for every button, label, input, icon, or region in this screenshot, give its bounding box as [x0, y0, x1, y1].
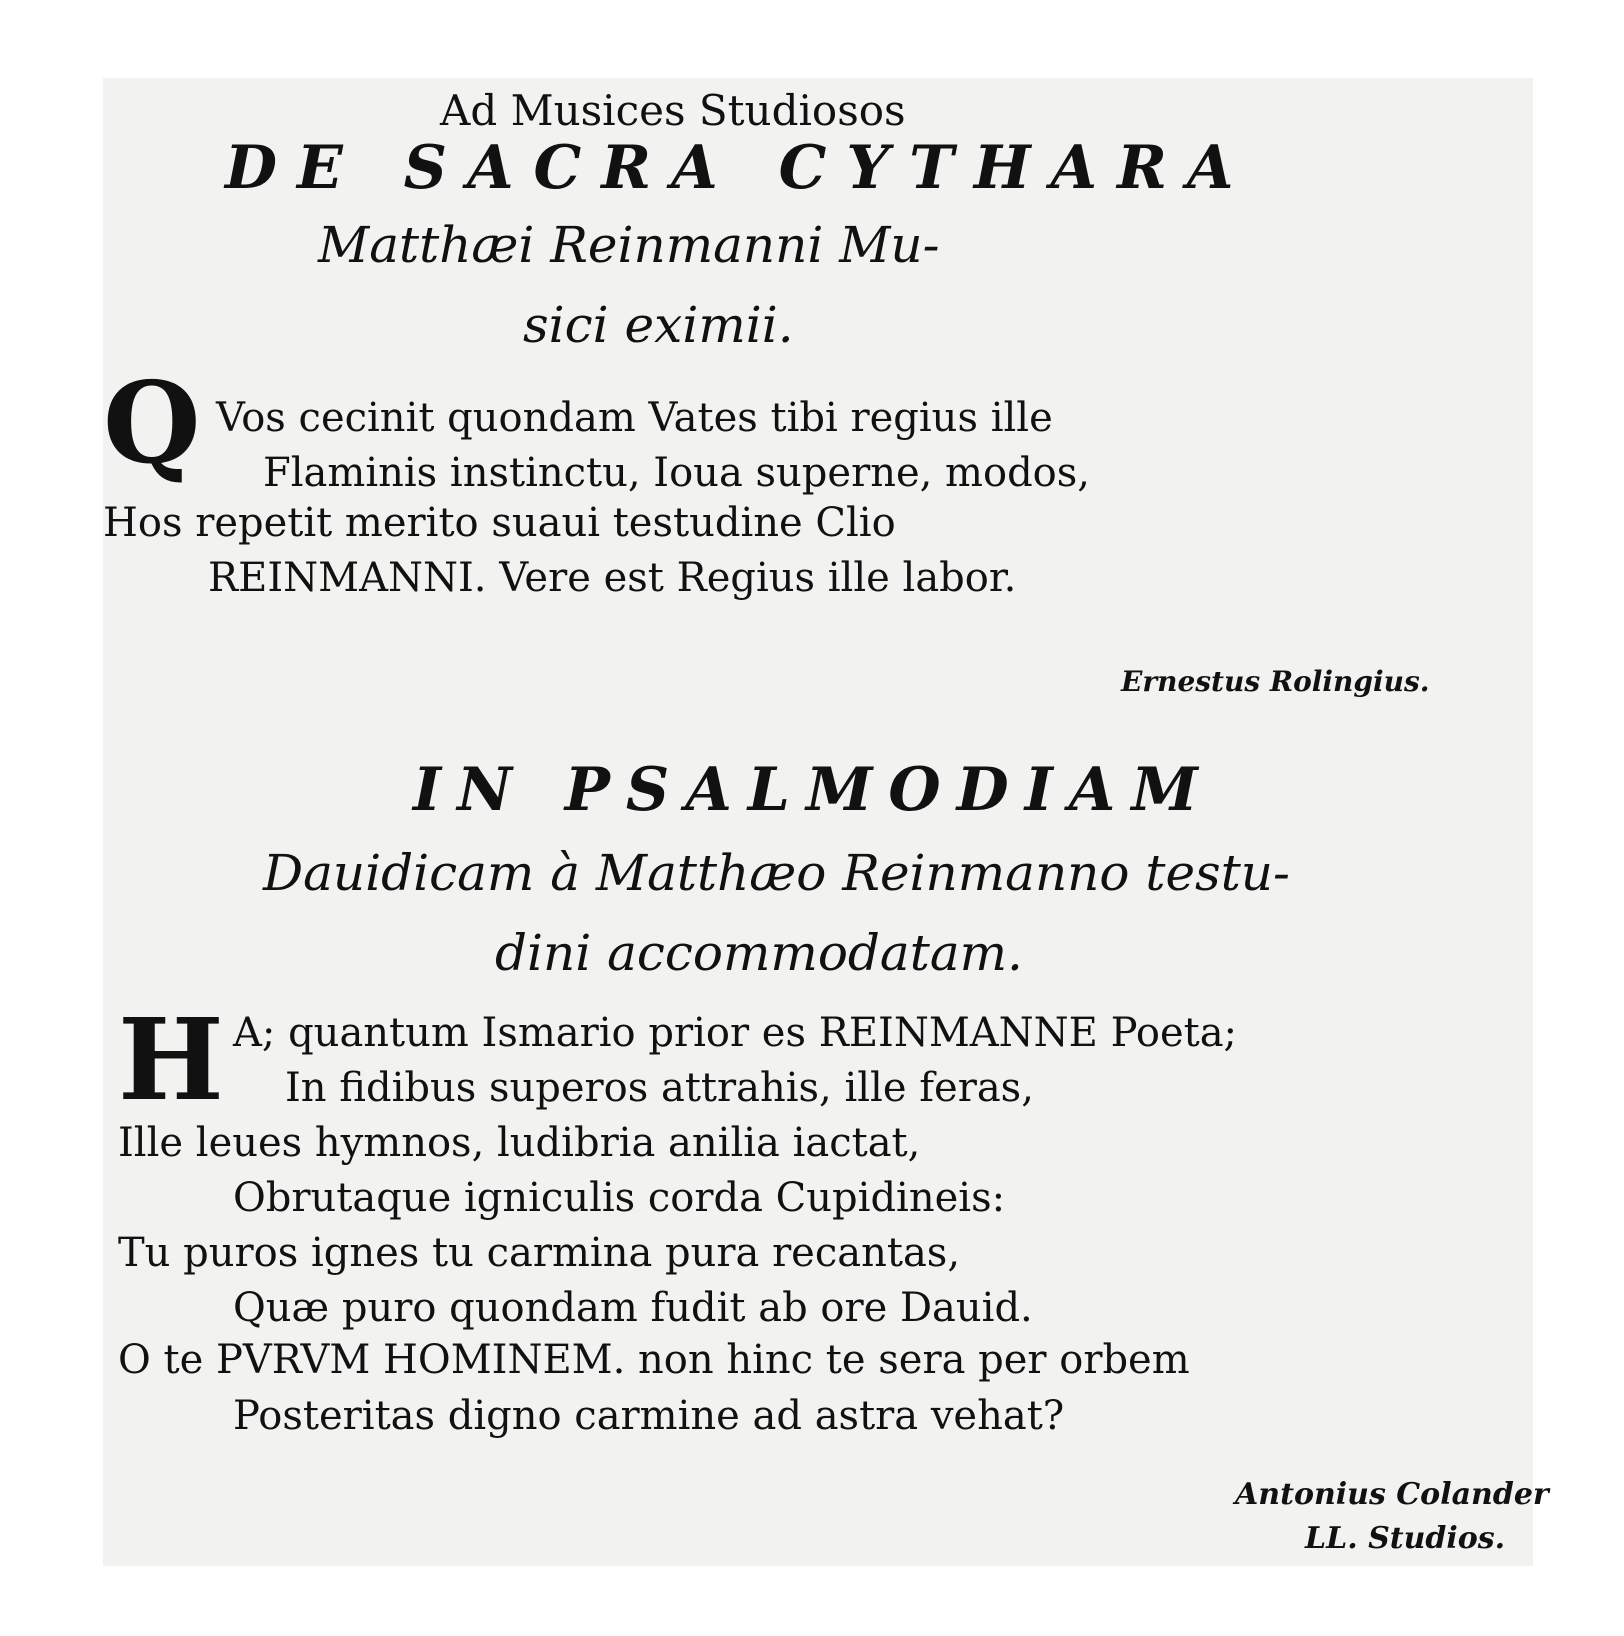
poem1-signature: Ernestus Rolingius. — [1121, 665, 1430, 698]
poem1-line-2: Flaminis instinctu, Ioua superne, modos, — [263, 450, 1090, 496]
poem2-dropcap: H — [118, 995, 224, 1126]
poem2-signature-line1: Antonius Colander — [1235, 1477, 1549, 1512]
poem2-line-1: A; quantum Ismario prior es REINMANNE Poeta; — [233, 1010, 1238, 1056]
poem2-subtitle-line2: dini accommodatam. — [495, 924, 1023, 982]
poem1-line-4: REINMANNI. Vere est Regius ille labor. — [208, 555, 1017, 601]
poem1-line-1: Vos cecinit quondam Vates tibi regius ille — [216, 395, 1053, 441]
poem1-title: DE SACRA CYTHARA — [225, 133, 1254, 203]
poem2-subtitle-line1: Dauidicam à Matthæo Reinmanno testu- — [263, 844, 1290, 902]
poem2-title: IN PSALMODIAM — [413, 755, 1214, 825]
poem2-line-4: Obrutaque igniculis corda Cupidineis: — [233, 1175, 1006, 1221]
poem1-dropcap: Q — [103, 358, 201, 489]
poem1-subtitle-line2: sici eximii. — [523, 296, 794, 354]
poem2-signature-line2: LL. Studios. — [1305, 1521, 1506, 1556]
poem2-line-6: Quæ puro quondam fudit ab ore Dauid. — [233, 1285, 1033, 1331]
poem2-line-7: O te PVRVM HOMINEM. non hinc te sera per orbem — [118, 1337, 1190, 1383]
poem2-line-5: Tu puros ignes tu carmina pura recantas, — [118, 1230, 961, 1276]
poem2-line-2: In fidibus superos attrahis, ille feras, — [285, 1065, 1034, 1111]
poem2-line-3: Ille leues hymnos, ludibria anilia iactat, — [118, 1120, 921, 1166]
poem1-line-3: Hos repetit merito suaui testudine Clio — [103, 500, 896, 546]
poem2-line-8: Posteritas digno carmine ad astra vehat? — [233, 1393, 1065, 1439]
poem1-heading: Ad Musices Studiosos — [440, 86, 906, 135]
document-page — [103, 78, 1549, 1566]
poem1-subtitle-line1: Matthæi Reinmanni Mu- — [318, 216, 940, 274]
